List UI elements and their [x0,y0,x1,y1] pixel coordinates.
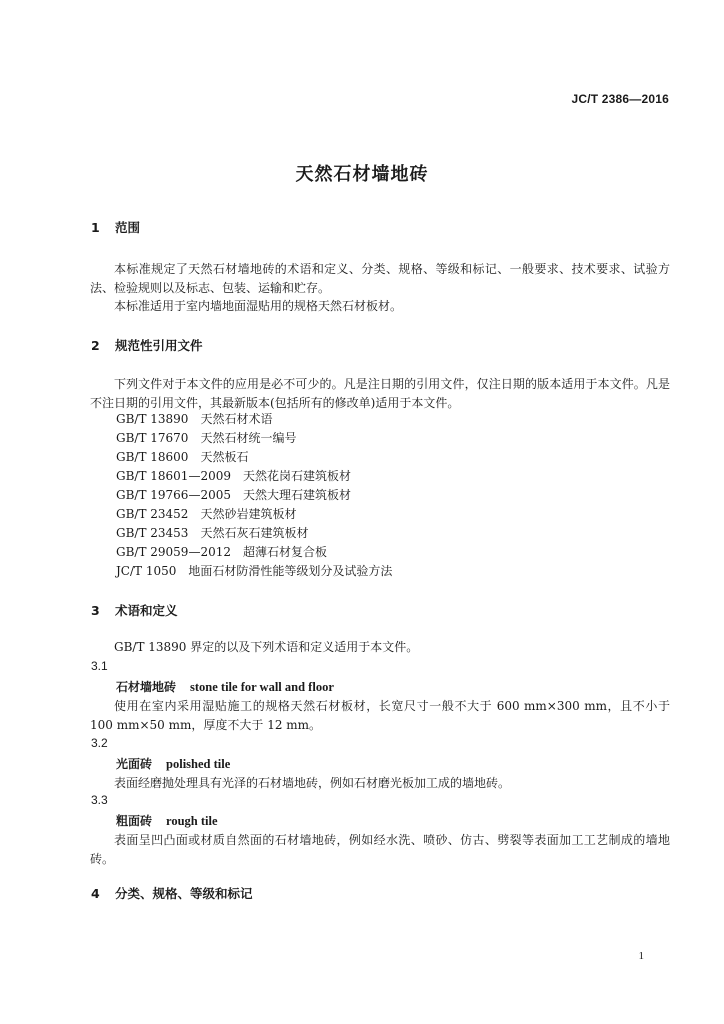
term-en: polished tile [166,757,231,771]
term-heading [116,755,230,772]
section-heading-4 [91,884,253,902]
term-en: stone tile for wall and floor [190,680,334,694]
document-title: 天然石材墙地砖 [295,164,429,185]
reference-name: 天然砂岩建筑板材 [200,507,297,521]
clause-number: 3.1 [91,659,108,673]
reference-code: GB/T 29059—2012 [116,545,231,559]
section-title: 分类、规格、等级和标记 [115,886,253,901]
reference-name: 天然大理石建筑板材 [242,488,351,502]
term-zh: 粗面砖 [116,814,153,828]
reference-item [116,486,351,505]
reference-name: 天然石材统一编号 [200,431,297,445]
section-heading-3 [91,601,178,619]
reference-item [116,467,351,486]
term-definition: 表面经磨抛处理具有光泽的石材墙地砖，例如石材磨光板加工成的墙地砖。 [114,776,511,790]
term-heading [116,678,334,695]
reference-item [116,505,296,524]
reference-code: GB/T 17670 [116,431,189,445]
reference-code: GB/T 23453 [116,526,189,540]
page-number: 1 [638,950,644,962]
term-heading [116,812,218,829]
reference-item [116,543,327,562]
reference-code: GB/T 23452 [116,507,189,521]
scope-paragraph-1: 本标准规定了天然石材墙地砖的术语和定义、分类、规格、等级和标记、一般要求、技术要求、试验方法、检验规则以及标志、包装、运输和贮存。 [90,262,670,295]
clause-number: 3.3 [91,793,108,807]
references-intro: 下列文件对于本文件的应用是必不可少的。凡是注日期的引用文件，仅注日期的版本适用于本文件。凡是不注日期的引用文件，其最新版本(包括所有的修改单)适用于本文件。 [90,377,670,410]
standard-code: JC/T 2386—2016 [571,92,669,106]
reference-code: GB/T 18601—2009 [116,469,231,483]
section-title: 范围 [115,220,141,235]
section-number: 3 [91,603,100,618]
reference-item [116,524,308,543]
reference-name: 天然花岗石建筑板材 [242,469,351,483]
section-number: 4 [91,886,100,901]
section-number: 1 [91,220,100,235]
terms-intro: GB/T 13890 界定的以及下列术语和定义适用于本文件。 [114,640,419,654]
reference-code: JC/T 1050 [116,564,177,578]
reference-item [116,410,272,429]
section-heading-1 [91,218,140,236]
reference-name: 天然石灰石建筑板材 [200,526,309,540]
reference-name: 超薄石材复合板 [242,545,327,559]
term-zh: 石材墙地砖 [116,680,177,694]
term-definition: 表面呈凹凸面或材质自然面的石材墙地砖，例如经水洗、喷砂、仿古、劈裂等表面加工工艺制成的墙地砖。 [90,833,670,866]
reference-code: GB/T 18600 [116,450,189,464]
reference-item [116,448,248,467]
reference-item [116,562,392,581]
section-heading-2 [91,336,203,354]
reference-name: 天然板石 [200,450,249,464]
term-definition: 使用在室内采用湿贴施工的规格天然石材板材，长宽尺寸一般不大于 600 mm×300 mm，且不小于 100 mm×50 mm，厚度不大于 12 mm。 [90,699,670,732]
term-en: rough tile [166,814,218,828]
section-title: 术语和定义 [115,603,178,618]
term-zh: 光面砖 [116,757,153,771]
scope-paragraph-2: 本标准适用于室内墙地面湿贴用的规格天然石材板材。 [114,299,403,313]
reference-name: 地面石材防滑性能等级划分及试验方法 [188,564,393,578]
section-number: 2 [91,338,100,353]
section-title: 规范性引用文件 [115,338,203,353]
clause-number: 3.2 [91,736,108,750]
reference-name: 天然石材术语 [200,412,273,426]
reference-code: GB/T 19766—2005 [116,488,231,502]
reference-item [116,429,296,448]
reference-code: GB/T 13890 [116,412,189,426]
